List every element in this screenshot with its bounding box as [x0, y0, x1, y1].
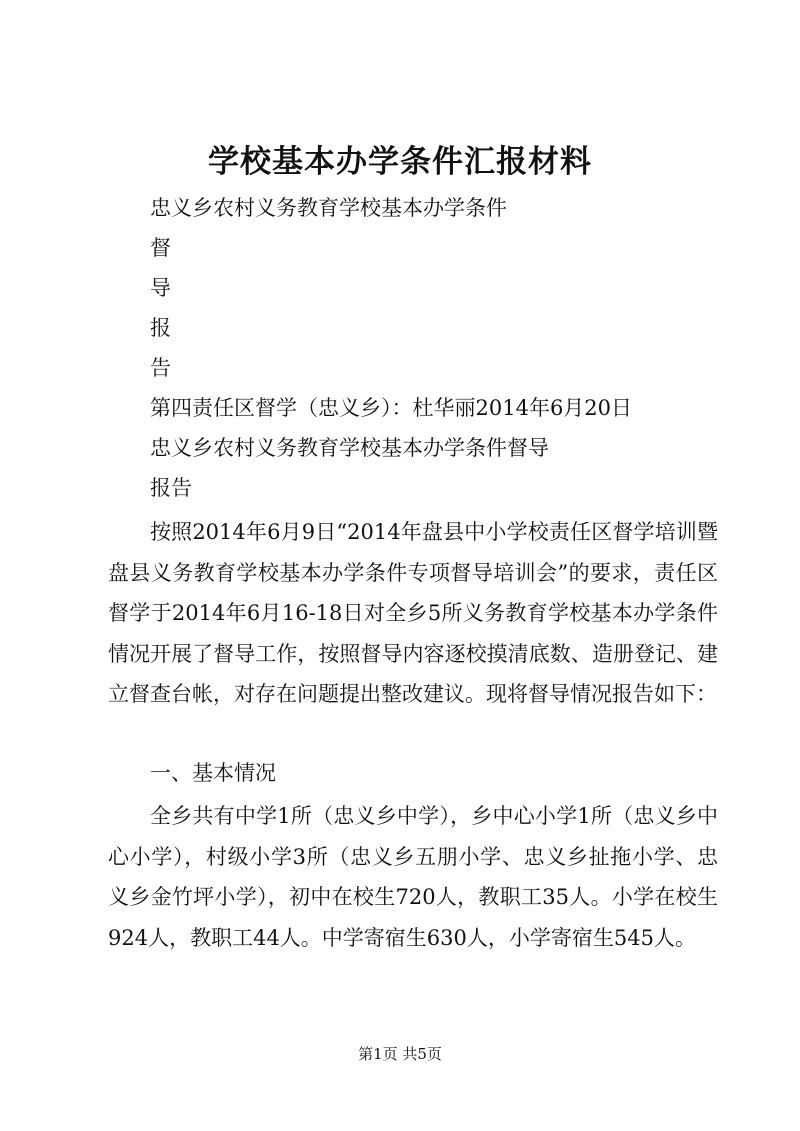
author-date-line: 第四责任区督学（忠义乡）：杜华丽2014年6月20日	[150, 396, 633, 420]
vertical-char-line: 告	[150, 356, 171, 380]
section-heading: 一、基本情况	[150, 761, 276, 785]
report-heading-line: 报告	[150, 476, 192, 500]
document-title: 学校基本办学条件汇报材料	[208, 144, 592, 180]
body-paragraph: 全乡共有中学1所（忠义乡中学），乡中心小学1所（忠义乡中心小学），村级小学3所（忠义乡五朋小学、忠义乡扯拖小学、忠义乡金竹坪小学），初中在校生720人，教职工35人。小学在校生924人，教职工44人。中学寄宿生630人，小学寄宿生545人。	[108, 804, 718, 950]
subtitle-line: 忠义乡农村义务教育学校基本办学条件	[150, 196, 507, 220]
body-paragraph: 按照2014年6月9日“2014年盘县中小学校责任区督学培训暨盘县义务教育学校基本办学条件专项督导培训会”的要求，责任区督学于2014年6月16-18日对全乡5所义务教育学校基本办学条件情况开展了督导工作，按照督导内容逐校摸清底数、造册登记、建立督查台帐，对存在问题提出整改建议。现将督导情况报告如下：	[108, 520, 718, 707]
page-number-footer: 第1页 共5页	[358, 1045, 442, 1063]
vertical-char-line: 导	[150, 276, 171, 300]
vertical-char-line: 督	[150, 236, 171, 260]
report-heading-line: 忠义乡农村义务教育学校基本办学条件督导	[150, 436, 549, 460]
vertical-char-line: 报	[150, 316, 171, 340]
